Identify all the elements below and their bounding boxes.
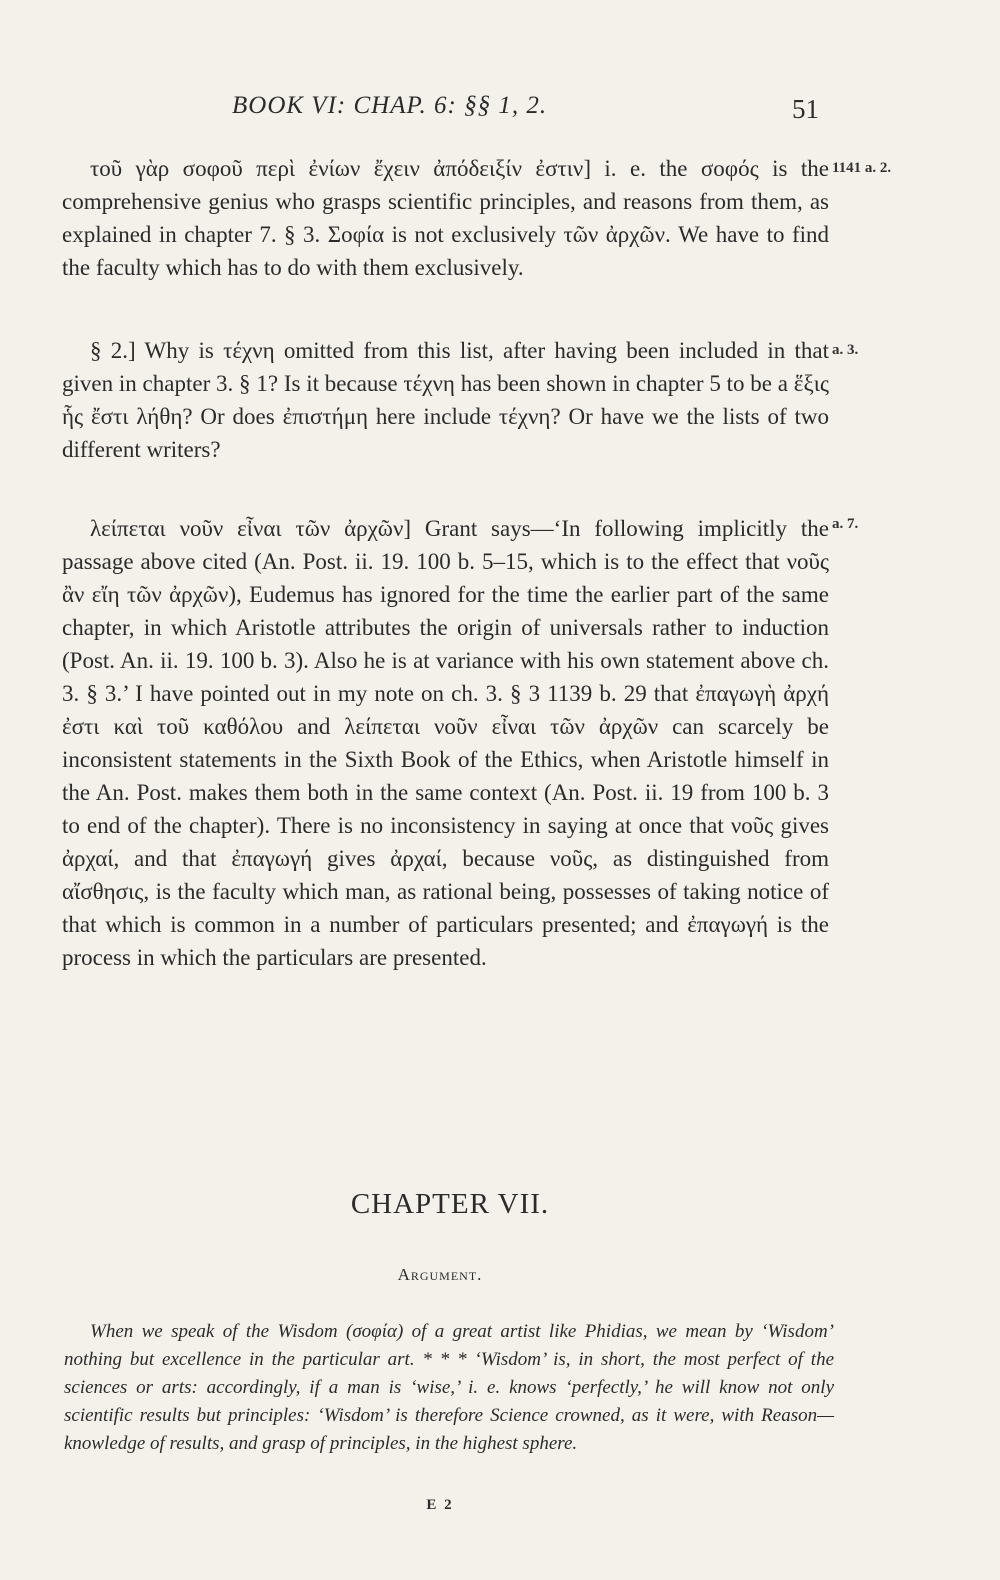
margin-note-2: a. 3. xyxy=(832,342,859,358)
paragraph-2-text: § 2.] Why is τέχνη omitted from this list, after having been included in that given in chapter 3. § 1? Is it because τέχνη has been shown in chapter 5 to be a ἕξις ἧς ἔστι λήθη? Or does ἐπιστήμη here include τέχνη? Or have we the lists of two different writers? xyxy=(62,338,829,462)
paragraph-3 xyxy=(62,512,829,974)
running-title: BOOK VI: CHAP. 6: §§ 1, 2. xyxy=(232,92,548,119)
paragraph-1-text: τοῦ γὰρ σοφοῦ περὶ ἐνίων ἔχειν ἀπόδειξίν ἐστιν] i. e. the σοφός is the comprehensive genius who grasps scientific principles, and reasons from them, as explained in chapter 7. § 3. Σοφία is not exclusively τῶν ἀρχῶν. We have to find the faculty which has to do with them exclusively. xyxy=(62,156,829,280)
margin-note-3: a. 7. xyxy=(832,516,859,532)
running-header xyxy=(0,92,1000,132)
argument-summary xyxy=(64,1318,834,1458)
page-number: 51 xyxy=(792,94,819,124)
signature-mark: E 2 xyxy=(426,1497,454,1513)
margin-note-1: 1141 a. 2. xyxy=(832,160,892,176)
paragraph-3-text: λείπεται νοῦν εἶναι τῶν ἀρχῶν] Grant says—‘In following implicitly the passage above cited (An. Post. ii. 19. 100 b. 5–15, which is to the effect that νοῦς ἂν εἴη τῶν ἀρχῶν), Eudemus has ignored for the time the earlier part of the same chapter, in which Aristotle attributes the origin of universals rather to induction (Post. An. ii. 19. 100 b. 3). Also he is at variance with his own statement above ch. 3. § 3.’ I have pointed out in my note on ch. 3. § 3 1139 b. 29 that ἐπαγωγὴ ἀρχή ἐστι καὶ τοῦ καθόλου and λείπεται νοῦν εἶναι τῶν ἀρχῶν can scarcely be inconsistent statements in the Sixth Book of the Ethics, when Aristotle himself in the An. Post. makes them both in the same context (An. Post. ii. 19 from 100 b. 3 to end of the chapter). There is no inconsistency in saying at once that νοῦς gives ἀρχαί, and that ἐπαγωγή gives ἀρχαί, because νοῦς, as distinguished from αἴσθησις, is the faculty which man, as rational being, possesses of taking notice of that which is common in a number of particulars presented; and ἐπαγωγή is the process in which the particulars are presented. xyxy=(62,516,829,970)
paragraph-1 xyxy=(62,152,829,284)
chapter-heading: CHAPTER VII. xyxy=(350,1188,550,1220)
argument-heading: Argument. xyxy=(397,1265,483,1284)
argument-text: When we speak of the Wisdom (σοφία) of a great artist like Phidias, we mean by ‘Wisdom’ nothing but excellence in the particular art. * * * ‘Wisdom’ is, in short, the most perfect of the sciences or arts: accordingly, if a man is ‘wise,’ i. e. knows ‘perfectly,’ he will know not only scientific results but principles: ‘Wisdom’ is therefore Science crowned, as it were, with Reason—knowledge of results, and grasp of principles, in the highest sphere. xyxy=(64,1321,834,1454)
paragraph-2 xyxy=(62,334,829,466)
